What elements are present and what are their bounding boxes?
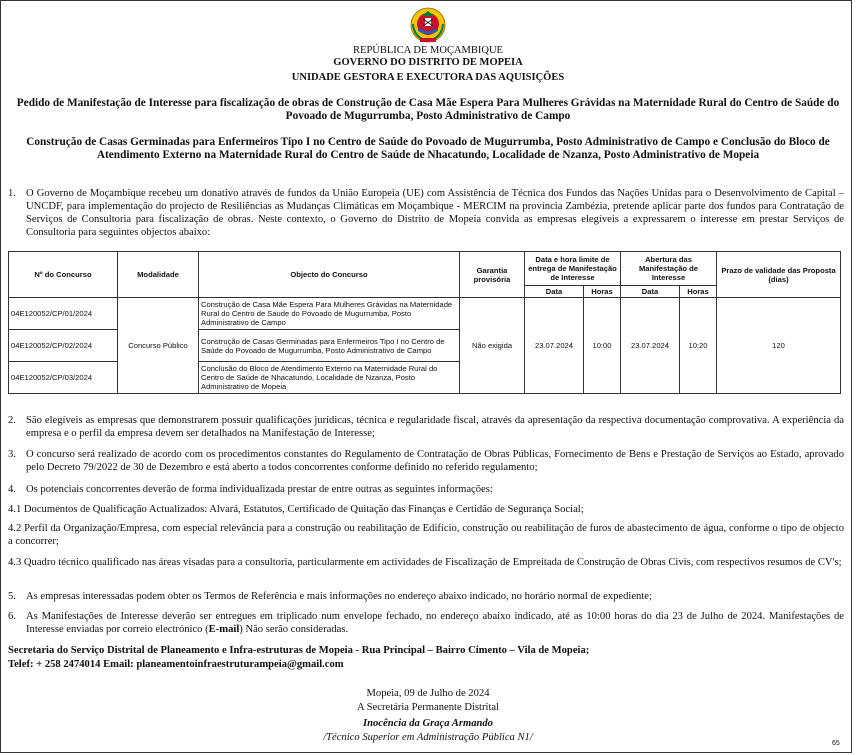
col-header-delivery: Data e hora limite de entrega de Manifestação de Interesse xyxy=(525,252,621,286)
paragraph-number: 6. xyxy=(8,611,16,622)
unit-label: UNIDADE GESTORA E EXECUTORA DAS AQUISIÇÕES xyxy=(291,72,565,83)
col-header-object: Objecto do Concurso xyxy=(199,252,460,298)
paragraph-number: 2. xyxy=(8,415,16,426)
main-title: Pedido de Manifestação de Interesse para fiscalização de obras de Construção de Casa Mãe Espera Para Mulheres Grávidas na Maternidade Rural do Centro de Saúde do Povoado de Mugurrumba, Posto Administrativo de Campo xyxy=(16,97,840,122)
tender-object: Construção de Casa Mãe Espera Para Mulheres Grávidas na Maternidade Rural do Centro de Saude do Povoado de Mugurrumba, Posto Administrativo de Campo xyxy=(199,298,460,330)
page-number: 65 xyxy=(832,740,840,747)
paragraph-4-3: 4.3 Quadro técnico qualificado nas áreas visadas para a consultoria, particularmente em actividades de Fiscalização de Empreitada de Construção de Obras Civis, com respectivos resumos de CV's; xyxy=(8,557,842,568)
paragraph-text: As empresas interessadas podem obter os Termos de Referência e mais informações no endereço abaixo indicado, no horário normal de expediente; xyxy=(26,591,652,602)
paragraph-number: 1. xyxy=(8,188,16,199)
mozambique-coat-of-arms-icon xyxy=(408,4,448,44)
tender-object: Construção de Casas Germinadas para Enfermeiros Tipo I no Centro de Saúde do Povoado de Mugurrumba, Posto Administrativo de Campo xyxy=(199,330,460,362)
opening-hour-cell: 10:20 xyxy=(680,298,717,394)
delivery-hour-cell: 10:00 xyxy=(584,298,621,394)
paragraph-text: O concurso será realizado de acordo com os procedimentos constantes do Regulamento de Contratação de Obras Públicas, Fornecimento de Bens e Prestação de Serviços ao Estado, aprovado pelo Decreto 79/2022 de 30 de Dezembro e está aberto a todos concorrentes conforme definido no referido regulamento; xyxy=(26,449,844,473)
col-header-delivery-hours: Horas xyxy=(584,286,621,298)
paragraph-6 xyxy=(8,610,844,636)
tender-table xyxy=(8,251,841,394)
tender-number: 04E120052/CP/02/2024 xyxy=(9,330,118,362)
paragraph-3 xyxy=(8,448,844,474)
paragraph-4-1: 4.1 Documentos de Qualificação Actualizados: Alvará, Estatutos, Certificado de Quitação das Finanças e Certidão de Segurança Social; xyxy=(8,504,584,515)
delivery-date-cell: 23.07.2024 xyxy=(525,298,584,394)
tender-number: 04E120052/CP/01/2024 xyxy=(9,298,118,330)
paragraph-text-part: ) Não serão consideradas. xyxy=(239,624,349,635)
paragraph-number: 5. xyxy=(8,591,16,602)
col-header-opening-date: Data xyxy=(621,286,680,298)
paragraph-4-2: 4.2 Perfil da Organização/Empresa, com especial relevância para a construção ou reabilitação de Edifício, construção ou reabilitação de furos de abastecimento de água, conforme o tipo de objecto a concorrer; xyxy=(8,523,844,547)
col-header-modality: Modalidade xyxy=(118,252,199,298)
col-header-opening: Abertura das Manifestação de Interesse xyxy=(621,252,717,286)
table-row xyxy=(9,298,841,330)
modality-cell: Concurso Público xyxy=(118,298,199,394)
col-header-num: Nº do Concurso xyxy=(9,252,118,298)
col-header-opening-hours: Horas xyxy=(680,286,717,298)
col-header-validity: Prazo de validade das Proposta (dias) xyxy=(717,252,841,298)
paragraph-text: Os potenciais concorrentes deverão de forma individualizada prestar de entre outras as seguintes informações: xyxy=(26,484,493,495)
paragraph-number: 4. xyxy=(8,484,16,495)
paragraph-4 xyxy=(8,483,844,496)
email-emphasis: E-mail xyxy=(208,624,240,635)
paragraph-text: São elegíveis as empresas que demonstrarem possuir qualificações jurídicas, técnica e regularidade fiscal, através da apresentação da respectiva documentação comprovativa. A experiência da empresa e o perfil da empresa devem ser detalhados na Manifestação de Interesse; xyxy=(26,415,844,439)
paragraph-text: O Governo de Moçambique recebeu um donativo através de fundos da União Europeia (UE) com Assistência de Técnica dos Fundos das Nações Unidas para o Desenvolvimento de Capital – UNCDF, para implementação do projecto de Resiliências as Mudanças Climáticas em Moçambique - MERCIM na província Zambézia, pretende aplicar parte dos fundos para Contratação de Serviços de Consultoria para fiscalização de obras. Neste contexto, o Governo do Distrito de Mopeia convida as empresas elegíveis a expressarem o interesse em prestar Serviços de Consultoria para seguintes objectos abaixo: xyxy=(26,188,844,238)
tender-number: 04E120052/CP/03/2024 xyxy=(9,362,118,394)
signatory-role: A Secretária Permanente Distrital xyxy=(356,702,500,713)
sub-title: Construção de Casas Germinadas para Enfermeiros Tipo I no Centro de Saúde do Povoado de Mugurrumba, Posto Administrativo de Campo e Conclusão do Bloco de Atendimento Externo na Maternidade Rural do Centro de Saúde de Nhacatundo, Localidade de Nzanza, Posto Administrativo de Mopeia xyxy=(26,136,830,161)
col-header-delivery-date: Data xyxy=(525,286,584,298)
contact-line: Telef: + 258 2474014 Email: planeamentoinfraestruturampeia@gmail.com xyxy=(8,659,344,670)
government-label: GOVERNO DO DISTRITO DE MOPEIA xyxy=(333,57,523,68)
paragraph-text-part: As Manifestações de Interesse deverão ser entregues em triplicado num envelope fechado, no endereço abaixo indicado, até as 10:00 horas do dia 23 de Julho de 2024. Manifestações de Interesse enviadas por correio electrónico ( xyxy=(26,611,844,635)
republic-label: REPÚBLICA DE MOÇAMBIQUE xyxy=(353,45,503,56)
signatory-position: /Técnico Superior em Administração Pública N1/ xyxy=(323,732,533,743)
tender-object: Conclusão do Bloco de Atendimento Externo na Maternidade Rural do Centro de Saúde de Nhacatundo, Localidade de Nzanza, Posto Administrativo de Mopeia xyxy=(199,362,460,394)
signatory-name: Inocência da Graça Armando xyxy=(363,718,493,729)
paragraph-2 xyxy=(8,414,844,440)
paragraph-5 xyxy=(8,590,844,603)
guarantee-cell: Não exigida xyxy=(460,298,525,394)
paragraph-number: 3. xyxy=(8,449,16,460)
opening-date-cell: 23.07.2024 xyxy=(621,298,680,394)
address-line: Secretaria do Serviço Distrital de Planeamento e Infra-estruturas de Mopeia - Rua Principal – Bairro Cimento – Vila de Mopeia; xyxy=(8,645,590,656)
paragraph-1 xyxy=(8,187,844,239)
paragraph-text xyxy=(8,610,844,636)
place-date: Mopeia, 09 de Julho de 2024 xyxy=(366,688,490,699)
col-header-guarantee: Garantia provisória xyxy=(460,252,525,298)
validity-cell: 120 xyxy=(717,298,841,394)
